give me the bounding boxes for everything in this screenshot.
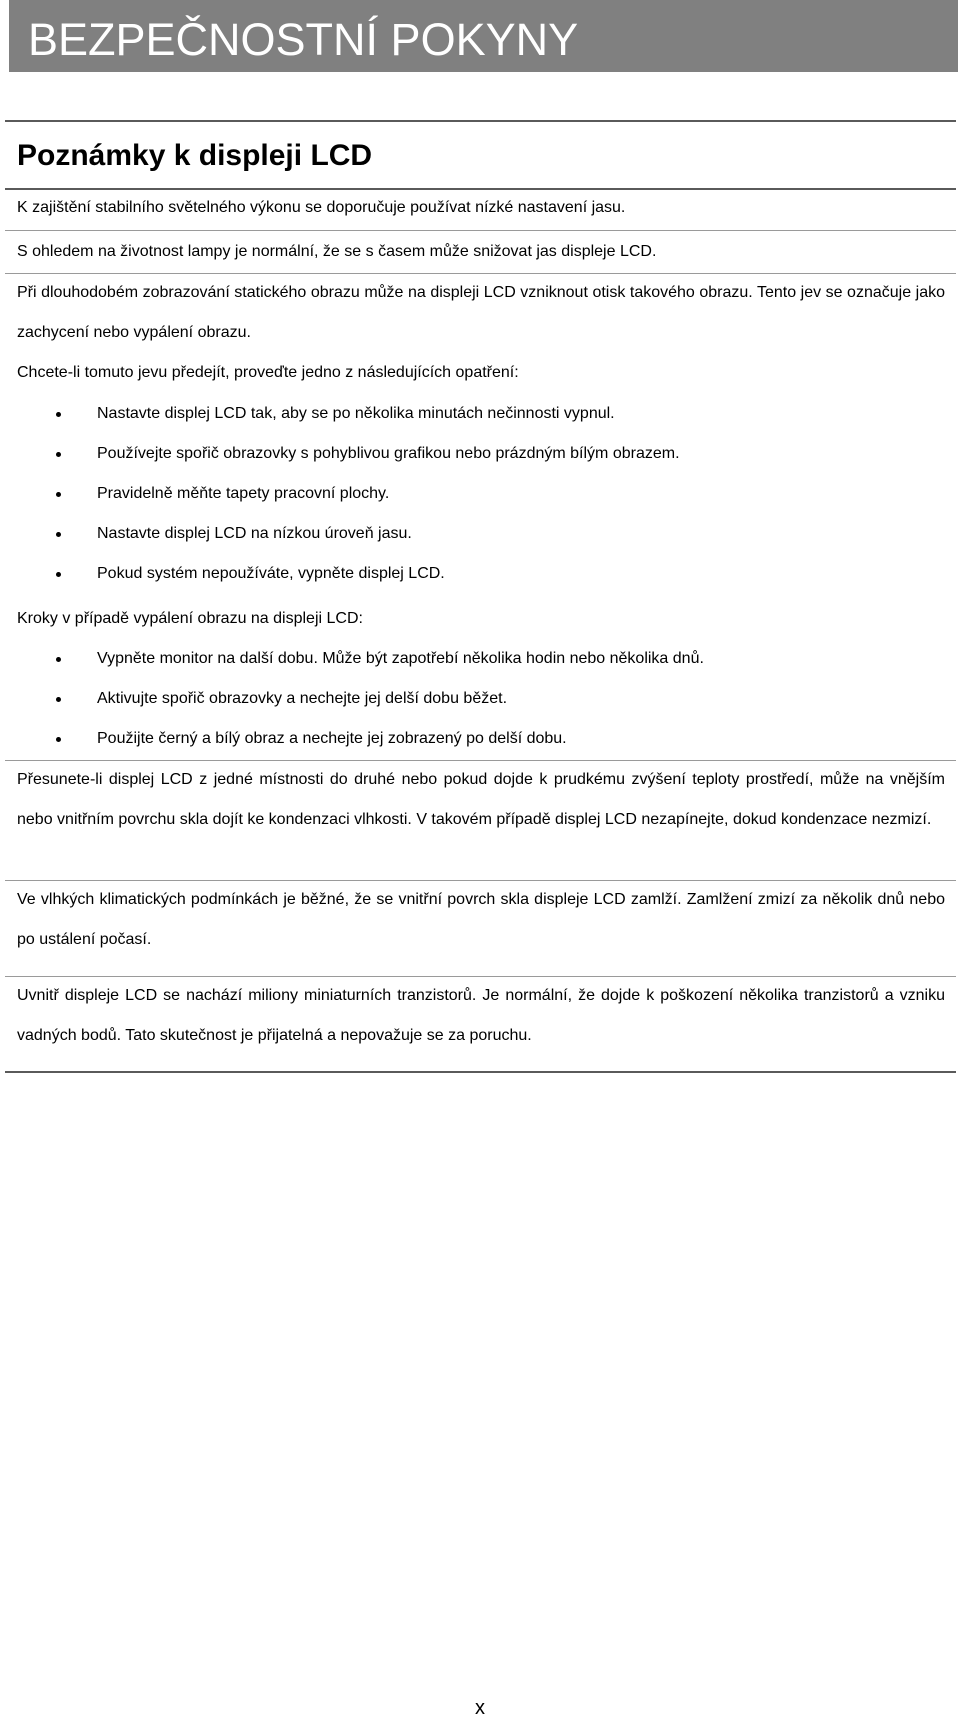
- list-item-text: Nastavte displej LCD na nízkou úroveň jasu.: [97, 525, 412, 542]
- list-item: [0, 394, 960, 434]
- bullet-icon: [56, 657, 61, 662]
- list-item-text: Aktivujte spořič obrazovky a nechejte jej delší dobu běžet.: [97, 690, 508, 707]
- divider: [5, 230, 956, 231]
- list-item: [0, 639, 960, 679]
- list-item-text: Pokud systém nepoužíváte, vypněte displej LCD.: [97, 565, 445, 582]
- paragraph-lamp-life: S ohledem na životnost lampy je normální, že se s časem může snižovat jas displeje LCD.: [17, 243, 657, 260]
- bullet-icon: [56, 737, 61, 742]
- bullet-icon: [56, 532, 61, 537]
- prevention-list: [0, 394, 960, 594]
- list-item-text: Pravidelně měňte tapety pracovní plochy.: [97, 485, 390, 502]
- list-item: [0, 514, 960, 554]
- section-title: Poznámky k displeji LCD: [17, 139, 373, 172]
- burn-in-steps-list: [0, 639, 960, 759]
- list-item-text: Použijte černý a bílý obraz a nechejte jej zobrazený po delší dobu.: [97, 730, 567, 747]
- list-item: [0, 474, 960, 514]
- bullet-icon: [56, 492, 61, 497]
- bullet-icon: [56, 412, 61, 417]
- header-bar: [9, 0, 958, 72]
- list-item-text: Vypněte monitor na další dobu. Může být zapotřebí několika hodin nebo několika dnů.: [97, 650, 704, 667]
- paragraph-condensation: Přesunete-li displej LCD z jedné místnosti do druhé nebo pokud dojde k prudkému zvýšení teploty prostředí, může na vnějším nebo vnitřním povrchu skla dojít ke kondenzaci vlhkosti. V takovém případě displej LCD nezapínejte, dokud kondenzace nezmizí.: [17, 771, 945, 828]
- paragraph-fogging: Ve vlhkých klimatických podmínkách je běžné, že se vnitřní povrch skla displeje LCD zamlží. Zamlžení zmizí za několik dnů nebo po ustálení počasí.: [17, 891, 945, 948]
- paragraph-image-retention: Při dlouhodobém zobrazování statického obrazu může na displeji LCD vzniknout otisk takového obrazu. Tento jev se označuje jako zachycení nebo vypálení obrazu.: [17, 284, 945, 341]
- bullet-icon: [56, 452, 61, 457]
- page-number: x: [475, 1697, 485, 1719]
- paragraph-prevention-intro: Chcete-li tomuto jevu předejít, proveďte jedno z následujících opatření:: [17, 364, 519, 381]
- divider: [5, 120, 956, 122]
- paragraph-pixel-defects: Uvnitř displeje LCD se nachází miliony miniaturních tranzistorů. Je normální, že dojde k poškození několika tranzistorů a vzniku vadných bodů. Tato skutečnost je přijatelná a nepovažuje se za poruchu.: [17, 987, 945, 1044]
- bullet-icon: [56, 572, 61, 577]
- list-item: [0, 434, 960, 474]
- list-item: [0, 554, 960, 594]
- list-item-text: Nastavte displej LCD tak, aby se po několika minutách nečinnosti vypnul.: [97, 405, 615, 422]
- paragraph-brightness: K zajištění stabilního světelného výkonu se doporučuje používat nízké nastavení jasu.: [17, 199, 626, 216]
- list-item: [0, 679, 960, 719]
- list-item: [0, 719, 960, 759]
- bullet-icon: [56, 697, 61, 702]
- page-title: BEZPEČNOSTNÍ POKYNY: [28, 14, 579, 65]
- list-item-text: Používejte spořič obrazovky s pohyblivou grafikou nebo prázdným bílým obrazem.: [97, 445, 680, 462]
- paragraph-burn-in-intro: Kroky v případě vypálení obrazu na displeji LCD:: [17, 610, 363, 627]
- divider: [5, 1071, 956, 1073]
